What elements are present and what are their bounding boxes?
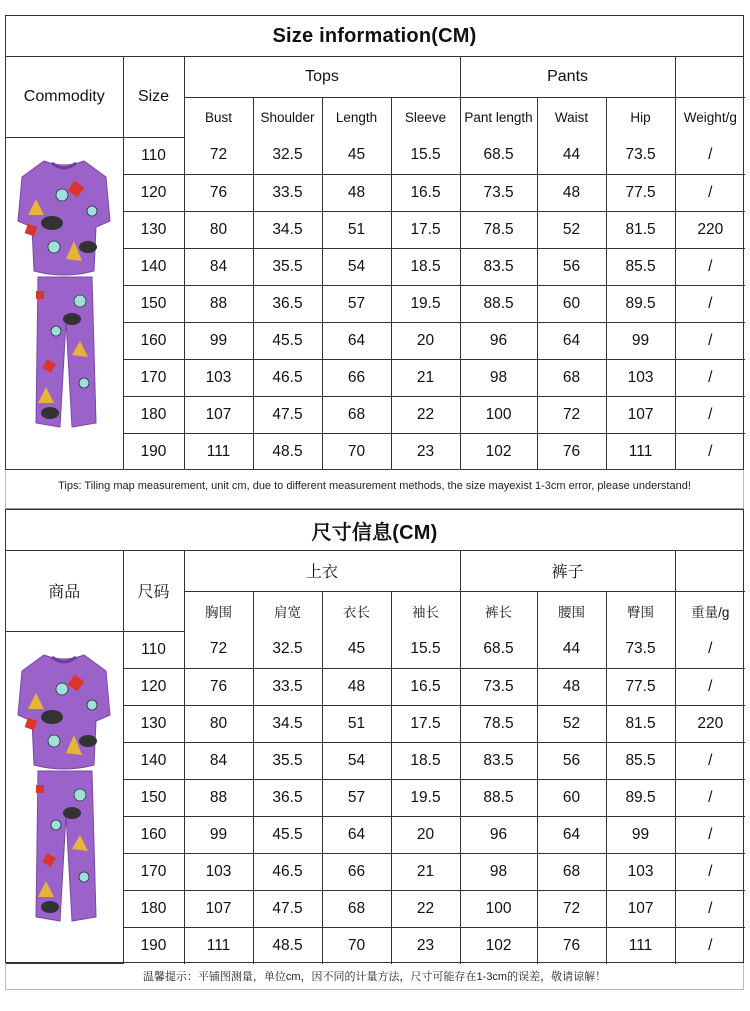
col-hip: Hip: [606, 97, 675, 137]
size-cell: 130: [123, 211, 184, 248]
measure-cell: 73.5: [606, 631, 675, 668]
measure-cell: 45.5: [253, 816, 322, 853]
measure-cell: 23: [391, 433, 460, 470]
col-waist: 腰围: [537, 591, 606, 631]
measure-cell: 83.5: [460, 742, 537, 779]
col-sleeve: 袖长: [391, 591, 460, 631]
measure-cell: 111: [184, 927, 253, 964]
measure-cell: 52: [537, 211, 606, 248]
measure-cell: 78.5: [460, 705, 537, 742]
measure-cell: 51: [322, 211, 391, 248]
measure-cell: 68.5: [460, 631, 537, 668]
measure-cell: 100: [460, 890, 537, 927]
blank-header: [675, 57, 745, 97]
size-cell: 120: [123, 174, 184, 211]
measure-cell: 103: [184, 853, 253, 890]
measure-cell: 99: [184, 322, 253, 359]
measure-cell: 33.5: [253, 174, 322, 211]
size-cell: 150: [123, 779, 184, 816]
measure-cell: 35.5: [253, 742, 322, 779]
measure-cell: 57: [322, 779, 391, 816]
measure-cell: 77.5: [606, 668, 675, 705]
measure-cell: 15.5: [391, 631, 460, 668]
measure-cell: 220: [675, 705, 745, 742]
commodity-header: Commodity: [6, 57, 123, 137]
measure-cell: /: [675, 396, 745, 433]
size-table-en: [5, 15, 744, 470]
col-bust: 胸围: [184, 591, 253, 631]
size-cell: 190: [123, 927, 184, 964]
size-cell: 120: [123, 668, 184, 705]
measure-cell: /: [675, 322, 745, 359]
tops-header: Tops: [184, 57, 460, 97]
measure-cell: 57: [322, 285, 391, 322]
col-length: 衣长: [322, 591, 391, 631]
col-weight: Weight/g: [675, 97, 745, 137]
table-title-cn: 尺寸信息(CM): [6, 510, 743, 551]
measure-cell: 52: [537, 705, 606, 742]
col-shoulder: 肩宽: [253, 591, 322, 631]
measure-cell: /: [675, 927, 745, 964]
measure-cell: 45: [322, 631, 391, 668]
size-grid-cn: [6, 551, 745, 964]
size-cell: 110: [123, 137, 184, 174]
measure-cell: 85.5: [606, 248, 675, 285]
measure-cell: 89.5: [606, 779, 675, 816]
measure-cell: 36.5: [253, 779, 322, 816]
measure-cell: 18.5: [391, 742, 460, 779]
measure-cell: 72: [537, 396, 606, 433]
size-grid-en: [6, 57, 745, 470]
col-length: Length: [322, 97, 391, 137]
table-title-en: Size information(CM): [6, 16, 743, 57]
measure-cell: 98: [460, 853, 537, 890]
col-bust: Bust: [184, 97, 253, 137]
measure-cell: 22: [391, 396, 460, 433]
measure-cell: 83.5: [460, 248, 537, 285]
pants-header: Pants: [460, 57, 675, 97]
measure-cell: 80: [184, 211, 253, 248]
measure-cell: 107: [606, 890, 675, 927]
measure-cell: 220: [675, 211, 745, 248]
measure-cell: 48.5: [253, 927, 322, 964]
measure-cell: 36.5: [253, 285, 322, 322]
measure-cell: 35.5: [253, 248, 322, 285]
measure-cell: 45: [322, 137, 391, 174]
col-shoulder: Shoulder: [253, 97, 322, 137]
pants-header: 裤子: [460, 551, 675, 591]
measure-cell: 48: [537, 668, 606, 705]
size-cell: 140: [123, 742, 184, 779]
blank-header: [675, 551, 745, 591]
measure-cell: 32.5: [253, 137, 322, 174]
measure-cell: 88: [184, 779, 253, 816]
measure-cell: 19.5: [391, 779, 460, 816]
measure-cell: 32.5: [253, 631, 322, 668]
measure-cell: 68: [537, 359, 606, 396]
measure-cell: 70: [322, 927, 391, 964]
measure-cell: /: [675, 433, 745, 470]
pajama-set-illustration: [14, 645, 114, 945]
size-cell: 130: [123, 705, 184, 742]
size-cell: 170: [123, 359, 184, 396]
measure-cell: 111: [606, 927, 675, 964]
measure-cell: 22: [391, 890, 460, 927]
measure-cell: 72: [184, 137, 253, 174]
measure-cell: 17.5: [391, 705, 460, 742]
measure-cell: 17.5: [391, 211, 460, 248]
measure-cell: 99: [184, 816, 253, 853]
size-cell: 150: [123, 285, 184, 322]
tips-text-cn: 温馨提示：平铺图测量，单位cm，因不同的计量方法，尺寸可能存在1-3cm的误差，敬请谅解！: [142, 971, 607, 983]
measure-cell: 96: [460, 322, 537, 359]
col-weight: 重量/g: [675, 591, 745, 631]
measure-cell: 68: [322, 890, 391, 927]
measure-cell: 44: [537, 137, 606, 174]
measure-cell: 46.5: [253, 853, 322, 890]
size-cell: 180: [123, 396, 184, 433]
measure-cell: 96: [460, 816, 537, 853]
measure-cell: 16.5: [391, 174, 460, 211]
measure-cell: /: [675, 816, 745, 853]
measure-cell: 88.5: [460, 779, 537, 816]
measure-cell: 64: [537, 816, 606, 853]
measure-cell: /: [675, 779, 745, 816]
measure-cell: 88: [184, 285, 253, 322]
measure-cell: /: [675, 248, 745, 285]
measure-cell: 76: [184, 668, 253, 705]
measure-cell: 23: [391, 927, 460, 964]
pajama-set-illustration: [14, 151, 114, 451]
size-cell: 140: [123, 248, 184, 285]
size-cell: 160: [123, 816, 184, 853]
measure-cell: 48: [322, 668, 391, 705]
measure-cell: 21: [391, 359, 460, 396]
measure-cell: 21: [391, 853, 460, 890]
measure-cell: /: [675, 285, 745, 322]
col-pant-length: 裤长: [460, 591, 537, 631]
size-header: 尺码: [123, 551, 184, 631]
measure-cell: 19.5: [391, 285, 460, 322]
measure-cell: 100: [460, 396, 537, 433]
measure-cell: 102: [460, 927, 537, 964]
measure-cell: 76: [537, 927, 606, 964]
measure-cell: 103: [606, 853, 675, 890]
measure-cell: 68.5: [460, 137, 537, 174]
size-cell: 160: [123, 322, 184, 359]
measure-cell: 20: [391, 816, 460, 853]
measure-cell: 81.5: [606, 211, 675, 248]
measure-cell: 102: [460, 433, 537, 470]
measure-cell: /: [675, 359, 745, 396]
measure-cell: 64: [322, 816, 391, 853]
measure-cell: 111: [606, 433, 675, 470]
size-cell: 190: [123, 433, 184, 470]
measure-cell: 80: [184, 705, 253, 742]
measure-cell: 76: [537, 433, 606, 470]
tips-text-en: Tips: Tiling map measurement, unit cm, due to different measurement methods, the size mayexist 1-3cm error, please understand!: [58, 480, 691, 492]
product-image: [6, 137, 123, 470]
measure-cell: 103: [606, 359, 675, 396]
measure-cell: 45.5: [253, 322, 322, 359]
measure-cell: /: [675, 890, 745, 927]
measure-cell: 33.5: [253, 668, 322, 705]
col-hip: 臀围: [606, 591, 675, 631]
measure-cell: 44: [537, 631, 606, 668]
measure-cell: /: [675, 853, 745, 890]
measure-cell: 68: [322, 396, 391, 433]
measure-cell: 103: [184, 359, 253, 396]
size-cell: 170: [123, 853, 184, 890]
measure-cell: 84: [184, 248, 253, 285]
measure-cell: 72: [537, 890, 606, 927]
measure-cell: /: [675, 174, 745, 211]
tops-header: 上衣: [184, 551, 460, 591]
measure-cell: 73.5: [460, 668, 537, 705]
commodity-header: 商品: [6, 551, 123, 631]
measure-cell: 77.5: [606, 174, 675, 211]
measure-cell: /: [675, 742, 745, 779]
measure-cell: 78.5: [460, 211, 537, 248]
measure-cell: 68: [537, 853, 606, 890]
measure-cell: 64: [537, 322, 606, 359]
measure-cell: 98: [460, 359, 537, 396]
measure-cell: 48: [537, 174, 606, 211]
measure-cell: 54: [322, 742, 391, 779]
col-waist: Waist: [537, 97, 606, 137]
size-cell: 180: [123, 890, 184, 927]
measure-cell: 46.5: [253, 359, 322, 396]
measure-cell: 107: [184, 396, 253, 433]
table-row: [6, 631, 745, 668]
measure-cell: 48: [322, 174, 391, 211]
measure-cell: 34.5: [253, 211, 322, 248]
measure-cell: 107: [606, 396, 675, 433]
measure-cell: 70: [322, 433, 391, 470]
measure-cell: 16.5: [391, 668, 460, 705]
measure-cell: 54: [322, 248, 391, 285]
measure-cell: 56: [537, 742, 606, 779]
measure-cell: 76: [184, 174, 253, 211]
measure-cell: 60: [537, 779, 606, 816]
table-row: [6, 137, 745, 174]
measure-cell: 48.5: [253, 433, 322, 470]
size-cell: 110: [123, 631, 184, 668]
measure-cell: 47.5: [253, 396, 322, 433]
measure-cell: 81.5: [606, 705, 675, 742]
measure-cell: 99: [606, 322, 675, 359]
col-pant-length: Pant length: [460, 97, 537, 137]
measure-cell: 20: [391, 322, 460, 359]
measure-cell: 66: [322, 853, 391, 890]
measure-cell: 66: [322, 359, 391, 396]
size-header: Size: [123, 57, 184, 137]
measure-cell: 85.5: [606, 742, 675, 779]
measure-cell: 72: [184, 631, 253, 668]
measure-cell: /: [675, 668, 745, 705]
measure-cell: /: [675, 137, 745, 174]
measure-cell: 51: [322, 705, 391, 742]
measure-cell: /: [675, 631, 745, 668]
measure-cell: 111: [184, 433, 253, 470]
measure-cell: 60: [537, 285, 606, 322]
measure-cell: 73.5: [460, 174, 537, 211]
measure-cell: 56: [537, 248, 606, 285]
measure-cell: 89.5: [606, 285, 675, 322]
measure-cell: 88.5: [460, 285, 537, 322]
measure-cell: 47.5: [253, 890, 322, 927]
col-sleeve: Sleeve: [391, 97, 460, 137]
product-image: [6, 631, 123, 964]
measure-cell: 84: [184, 742, 253, 779]
measure-cell: 107: [184, 890, 253, 927]
measure-cell: 99: [606, 816, 675, 853]
measure-cell: 15.5: [391, 137, 460, 174]
size-table-cn: [5, 509, 744, 963]
measure-cell: 73.5: [606, 137, 675, 174]
measure-cell: 64: [322, 322, 391, 359]
measure-cell: 34.5: [253, 705, 322, 742]
measure-cell: 18.5: [391, 248, 460, 285]
